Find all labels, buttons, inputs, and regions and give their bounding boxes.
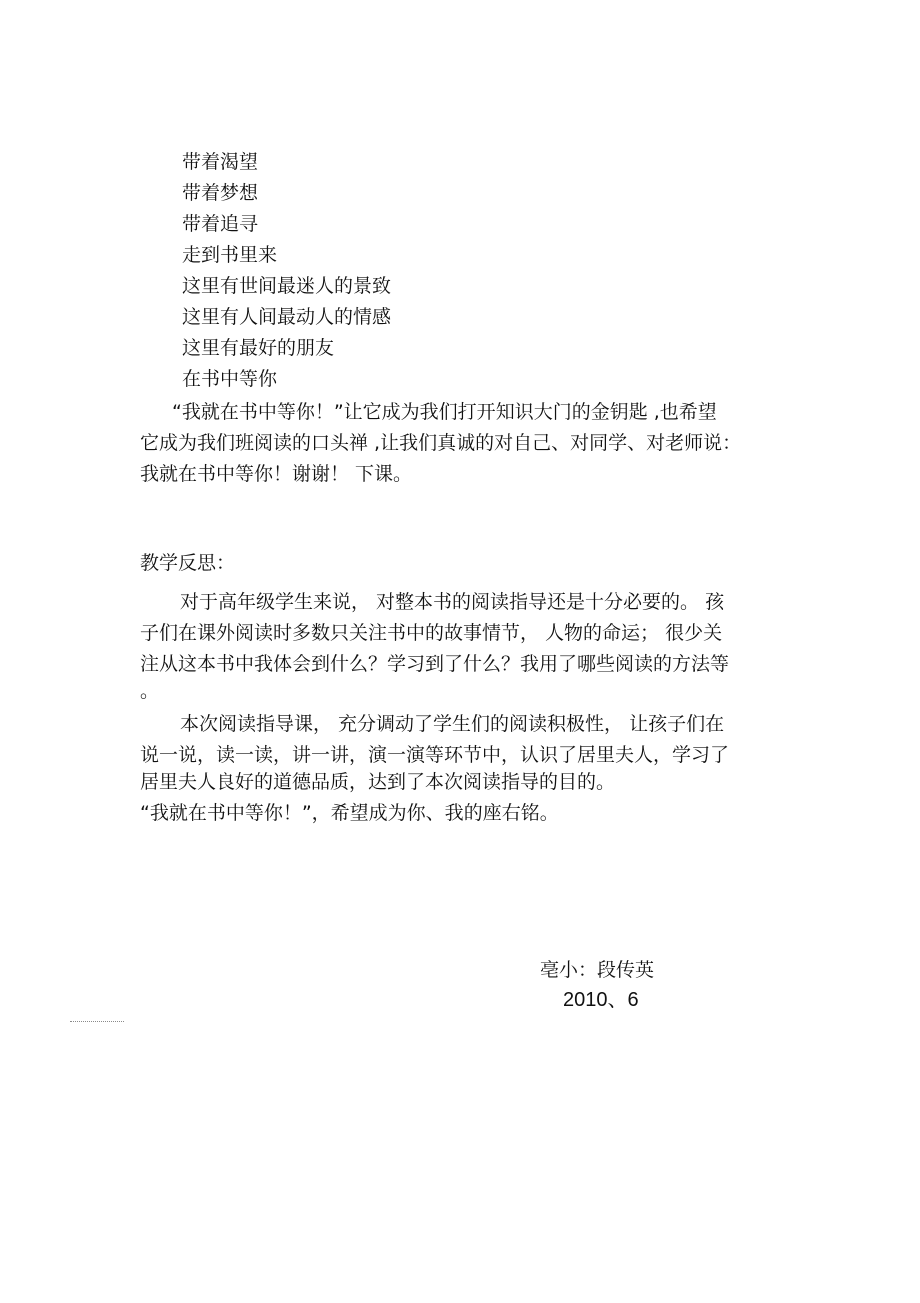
- poem-line: 这里有世间最迷人的景致: [182, 275, 392, 297]
- poem-line: 在书中等你: [182, 368, 278, 390]
- poem-line: 这里有人间最动人的情感: [182, 306, 392, 328]
- poem-line: 这里有最好的朋友: [182, 337, 335, 359]
- dotted-divider: [70, 1021, 124, 1022]
- poem-line: 走到书里来: [182, 244, 278, 266]
- reflection-p2-line: 说一说，读一读，讲一讲，演一演等环节中，认识了居里夫人，学习了: [140, 744, 730, 766]
- poem-line: 带着梦想: [182, 182, 259, 204]
- poem-line: 带着追寻: [182, 213, 259, 235]
- reflection-heading: 教学反思：: [140, 552, 236, 574]
- reflection-p1-line: 对于高年级学生来说， 对整本书的阅读指导还是十分必要的。 孩: [180, 591, 725, 613]
- author-signature: 亳小：段传英: [540, 959, 655, 981]
- reflection-p1-line: 。: [140, 680, 160, 702]
- signature-date: 2010、6: [563, 989, 639, 1011]
- poem-line: 带着渴望: [182, 151, 259, 173]
- reflection-p2-line: 居里夫人良好的道德品质，达到了本次阅读指导的目的。: [140, 771, 616, 793]
- closing-line: 我就在书中等你！谢谢！ 下课。: [140, 463, 413, 485]
- reflection-p2-line: “我就在书中等你！”，希望成为你、我的座右铭。: [140, 802, 559, 824]
- reflection-p1-line: 注从这本书中我体会到什么？学习到了什么？我用了哪些阅读的方法等: [140, 653, 730, 675]
- closing-line: 它成为我们班阅读的口头禅 ,让我们真诚的对自己、对同学、对老师说：: [140, 432, 742, 454]
- reflection-p1-line: 子们在课外阅读时多数只关注书中的故事情节， 人物的命运； 很少关: [140, 622, 723, 644]
- reflection-p2-line: 本次阅读指导课， 充分调动了学生们的阅读积极性， 让孩子们在: [180, 713, 725, 735]
- closing-line: “我就在书中等你！”让它成为我们打开知识大门的金钥匙 ,也希望: [172, 401, 717, 423]
